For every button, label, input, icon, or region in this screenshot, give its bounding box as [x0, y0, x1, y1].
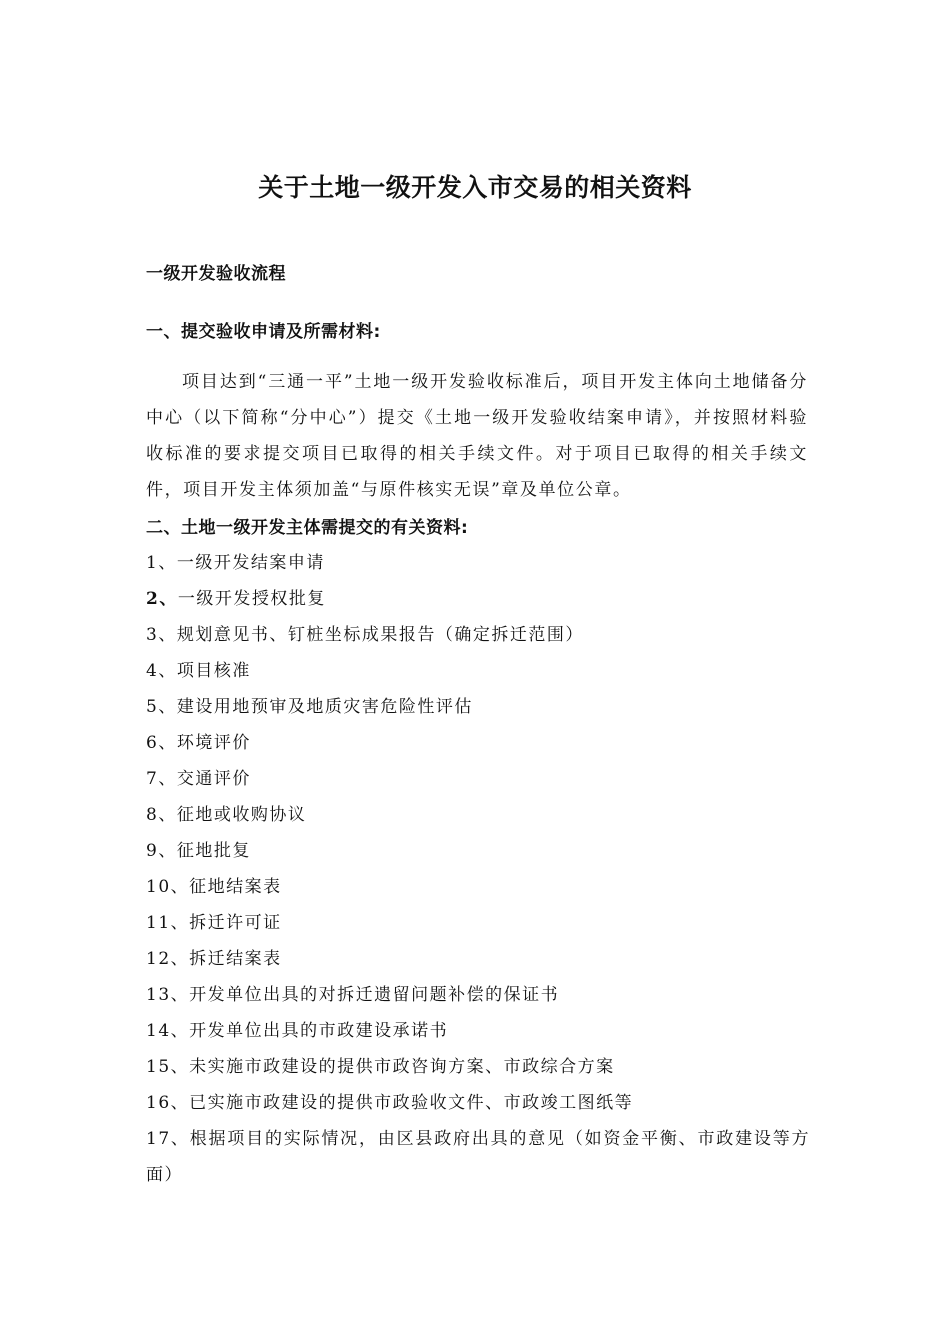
list-item: [146, 1013, 810, 1049]
list-item-number: 15、: [146, 1057, 190, 1077]
list-item-number: 3、: [146, 625, 177, 645]
list-item-text: 征地结案表: [189, 877, 282, 897]
list-item-text: 规划意见书、钉桩坐标成果报告（确定拆迁范围）: [176, 625, 584, 645]
list-item-number: 1、: [146, 553, 177, 573]
list-item-text: 征地批复: [176, 841, 251, 861]
list-item-number: 17、: [146, 1129, 190, 1149]
list-item: [146, 1085, 810, 1121]
section1-heading: 一、提交验收申请及所需材料:: [146, 322, 381, 342]
list-item: [146, 1121, 810, 1193]
document-title: 关于土地一级开发入市交易的相关资料: [258, 173, 692, 202]
list-item-number: 8、: [146, 805, 177, 825]
list-item-number: 5、: [146, 697, 177, 717]
list-item: [146, 869, 810, 905]
list-item-number: 14、: [146, 1021, 190, 1041]
section2-heading: 二、土地一级开发主体需提交的有关资料:: [146, 518, 469, 538]
list-item-number: 11、: [146, 913, 190, 933]
list-item-text: 征地或收购协议: [176, 805, 307, 825]
list-item: [146, 941, 810, 977]
list-item-text: 一级开发授权批复: [177, 589, 326, 609]
list-item: [146, 689, 810, 725]
list-item-text: 一级开发结案申请: [176, 553, 325, 573]
list-item-text: 项目核准: [176, 661, 251, 681]
list-item: [146, 617, 810, 653]
list-item-number: 16、: [146, 1093, 190, 1113]
list-item: [146, 581, 810, 617]
list-item-text: 根据项目的实际情况，由区县政府出具的意见（如资金平衡、市政建设等方面）: [146, 1129, 810, 1185]
list-item: [146, 833, 810, 869]
list-item: [146, 725, 810, 761]
list-item-text: 开发单位出具的对拆迁遗留问题补偿的保证书: [189, 985, 560, 1005]
list-item-number: 12、: [146, 949, 190, 969]
list-item: [146, 761, 810, 797]
list-item-text: 已实施市政建设的提供市政验收文件、市政竣工图纸等: [189, 1093, 634, 1113]
list-item-number: 7、: [146, 769, 177, 789]
list-item-text: 拆迁结案表: [189, 949, 282, 969]
list-item: [146, 977, 810, 1013]
list-item: [146, 905, 810, 941]
section1-paragraph: 项目达到“三通一平”土地一级开发验收标准后，项目开发主体向土地储备分中心（以下简称“分中心”）提交《土地一级开发验收结案申请》，并按照材料验收标准的要求提交项目已取得的相关手续文件。对于项目已取得的相关手续文件，项目开发主体须加盖“与原件核实无误”章及单位公章。: [146, 372, 808, 500]
list-item: [146, 1049, 810, 1085]
list-item-text: 交通评价: [176, 769, 251, 789]
list-item-number: 6、: [146, 733, 177, 753]
list-item: [146, 653, 810, 689]
list-item-text: 环境评价: [176, 733, 251, 753]
list-item: [146, 545, 810, 581]
list-item-number: 2、: [146, 589, 178, 609]
list-item-number: 9、: [146, 841, 177, 861]
list-item-number: 10、: [146, 877, 190, 897]
list-item-text: 建设用地预审及地质灾害危险性评估: [176, 697, 473, 717]
main-heading: 一级开发验收流程: [146, 264, 286, 284]
list-item-number: 13、: [146, 985, 190, 1005]
materials-list: [146, 545, 810, 1193]
list-item-text: 未实施市政建设的提供市政咨询方案、市政综合方案: [189, 1057, 615, 1077]
list-item-text: 开发单位出具的市政建设承诺书: [189, 1021, 449, 1041]
list-item-text: 拆迁许可证: [189, 913, 282, 933]
list-item: [146, 797, 810, 833]
list-item-number: 4、: [146, 661, 177, 681]
